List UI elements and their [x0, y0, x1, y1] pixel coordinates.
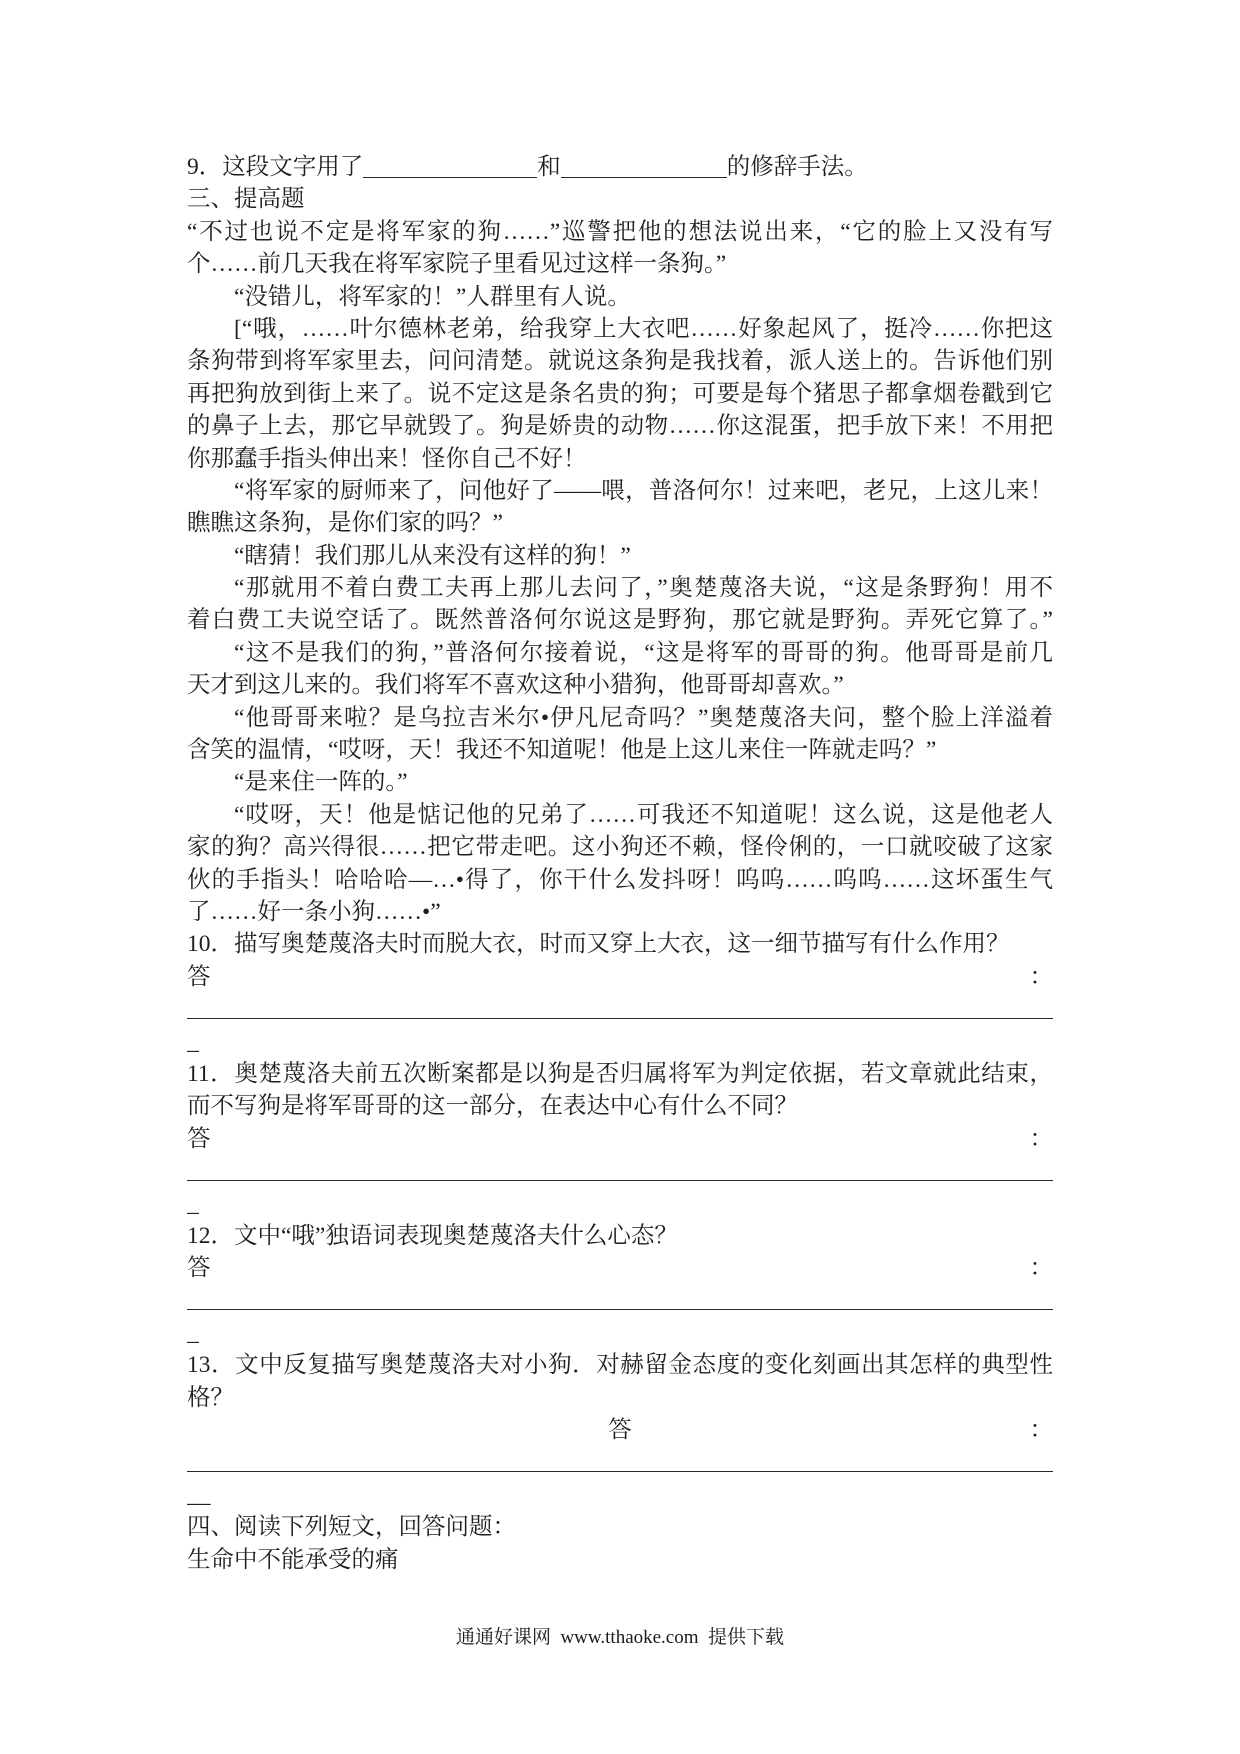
question-13-line: 格？ — [187, 1384, 234, 1411]
passage-line: [“哦，……叶尔德林老弟，给我穿上大衣吧……好象起风了，挺冷……你把这 — [234, 315, 1053, 342]
passage-line: 的鼻子上去，那它早就毁了。狗是娇贵的动物……你这混蛋，把手放下来！不用把 — [187, 413, 1053, 440]
passage-line: “瞎猜！我们那儿从来没有这样的狗！” — [234, 542, 631, 569]
passage-line: “没错儿，将军家的！”人群里有人说。 — [234, 283, 631, 310]
answer-rule-overflow: __ — [187, 1482, 211, 1509]
passage-line: 了……好一条小狗……•” — [187, 898, 441, 925]
section-4-title: 四、阅读下列短文，回答问题： — [187, 1514, 516, 1541]
section-3-title: 三、提高题 — [187, 186, 305, 213]
answer-blank-1 — [363, 176, 537, 178]
question-9 — [187, 151, 1053, 183]
question-9-connector: 和 — [537, 154, 561, 180]
passage-line: 再把狗放到街上来了。说不定这是条名贵的狗；可要是每个猪思子都拿烟卷戳到它 — [187, 380, 1053, 407]
question-10: 10．描写奥楚蔑洛夫时而脱大衣，时而又穿上大衣，这一细节描写有什么作用？ — [187, 931, 1010, 958]
passage-line: “他哥哥来啦？是乌拉吉米尔•伊凡尼奇吗？”奥楚蔑洛夫问，整个脸上洋溢着 — [234, 704, 1053, 731]
document-body — [187, 151, 1053, 1576]
answer-colon: ： — [1029, 1417, 1053, 1444]
question-11-line: 而不写狗是将军哥哥的这一部分，在表达中心有什么不同？ — [187, 1093, 798, 1120]
passage-line: 瞧瞧这条狗，是你们家的吗？” — [187, 510, 503, 537]
passage-line: 着白费工夫说空话了。既然普洛何尔说这是野狗，那它就是野狗。弄死它算了。” — [187, 607, 1053, 634]
passage-line: 你那蠢手指头伸出来！怪你自己不好！ — [187, 445, 587, 472]
passage-line: “是来住一阵的。” — [234, 769, 408, 796]
answer-blank-2 — [561, 176, 727, 178]
answer-label: 答 — [187, 963, 211, 990]
answer-colon: ： — [1029, 1255, 1053, 1282]
passage-line: 伙的手指头！哈哈哈—…•得了，你干什么发抖呀！呜呜……呜呜……这坏蛋生气 — [187, 866, 1053, 893]
article-title: 生命中不能承受的痛 — [187, 1546, 399, 1573]
passage-line: 个……前几天我在将军家院子里看见过这样一条狗。” — [187, 251, 727, 278]
passage-line: 含笑的温情，“哎呀，天！我还不知道呢！他是上这儿来住一阵就走吗？” — [187, 737, 937, 764]
answer-rule-overflow: _ — [187, 1320, 199, 1347]
answer-rule — [187, 1285, 1053, 1317]
answer-spacer — [187, 1414, 211, 1446]
question-13-answer-line — [187, 1414, 1053, 1446]
question-11-line: 11．奥楚蔑洛夫前五次断案都是以狗是否归属将军为判定依据，若文章就此结束， — [187, 1060, 1053, 1087]
question-12-answer-line — [187, 1252, 1053, 1284]
answer-rule-overflow: _ — [187, 1028, 199, 1055]
question-13-line: 13．文中反复描写奥楚蔑洛夫对小狗．对赫留金态度的变化刻画出其怎样的典型性 — [187, 1352, 1053, 1379]
question-10-answer-line — [187, 961, 1053, 993]
question-9-suffix: 的修辞手法。 — [726, 154, 868, 180]
answer-label: 答 — [187, 1255, 211, 1282]
passage-line: 条狗带到将军家里去，问问清楚。就说这条狗是我找着，派人送上的。告诉他们别 — [187, 348, 1053, 375]
passage-line: “不过也说不定是将军家的狗……”巡警把他的想法说出来，“它的脸上又没有写 — [187, 218, 1053, 245]
page-footer: 通通好课网 www.tthaoke.com 提供下载 — [455, 1627, 785, 1648]
answer-rule — [187, 993, 1053, 1025]
answer-colon: ： — [1029, 1125, 1053, 1152]
answer-rule-overflow: _ — [187, 1190, 199, 1217]
passage-line: 家的狗？高兴得很……把它带走吧。这小狗还不赖，怪伶俐的，一口就咬破了这家 — [187, 834, 1053, 861]
passage-line: “那就用不着白费工夫再上那儿去问了，”奥楚蔑洛夫说，“这是条野狗！用不 — [234, 575, 1053, 602]
question-9-prefix: 9．这段文字用了 — [187, 154, 364, 180]
answer-label: 答 — [187, 1125, 211, 1152]
passage-line: “哎呀，天！他是惦记他的兄弟了……可我还不知道呢！这么说，这是他老人 — [234, 801, 1053, 828]
question-11-answer-line — [187, 1123, 1053, 1155]
passage-line: “将军家的厨师来了，问他好了——喂，普洛何尔！过来吧，老兄，上这儿来！ — [234, 477, 1053, 504]
question-12: 12．文中“哦”独语词表现奥楚蔑洛夫什么心态？ — [187, 1222, 678, 1249]
passage-line: 天才到这儿来的。我们将军不喜欢这种小猎狗，他哥哥却喜欢。” — [187, 672, 844, 699]
answer-colon: ： — [1029, 963, 1053, 990]
answer-rule — [187, 1155, 1053, 1187]
passage-line: “这不是我们的狗，”普洛何尔接着说，“这是将军的哥哥的狗。他哥哥是前几 — [234, 639, 1053, 666]
answer-rule — [187, 1447, 1053, 1479]
answer-label: 答 — [608, 1417, 632, 1444]
